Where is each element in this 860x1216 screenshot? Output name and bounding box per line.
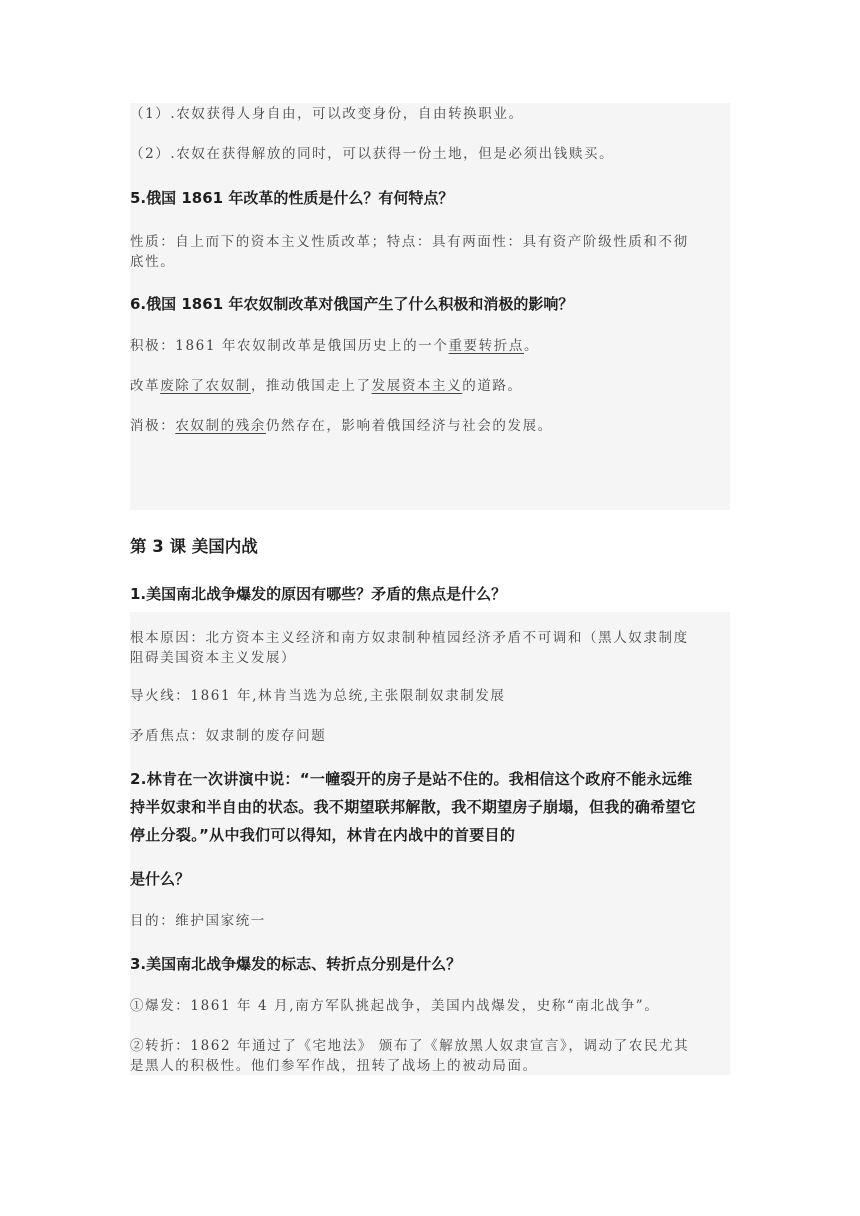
- reform-underlined-2: 发展资本主义: [371, 378, 463, 394]
- outbreak-text: ①爆发：1861 年 4 月,南方军队挑起战争，美国内战爆发，史称“南北战争”。: [130, 998, 660, 1014]
- reform-suffix: 的道路。: [462, 378, 523, 394]
- negative-prefix: 消极：: [130, 418, 176, 434]
- turning-point-line-1: ②转折：1862 年通过了《宅地法》 颁布了《解放黑人奴隶宣言》，调动了农民尤其: [130, 1038, 690, 1054]
- question-6-positive: [130, 336, 730, 356]
- reform-underlined-1: 废除了农奴制: [160, 378, 251, 394]
- conflict-focus-text: 矛盾焦点：奴隶制的废存问题: [130, 728, 327, 744]
- lesson-3-question-2-answer: 目的：维护国家统一: [130, 913, 266, 929]
- serf-point-2: （2）.农奴在获得解放的同时，可以获得一份土地，但是必须出钱赎买。: [130, 146, 615, 162]
- lesson-3-question-2-line-1: 2.林肯在一次讲演中说：“一幢裂开的房子是站不住的。我相信这个政府不能永远维: [130, 770, 693, 788]
- negative-underlined: 农奴制的残余: [175, 418, 266, 434]
- reform-middle: ，推动俄国走上了: [250, 378, 372, 394]
- question-5-answer-line-2: 底性。: [130, 254, 176, 270]
- question-5-answer-line-1: 性质：自上而下的资本主义性质改革；特点：具有两面性：具有资产阶级性质和不彻: [130, 234, 689, 250]
- lesson-3-question-2-line-3: 停止分裂。”从中我们可以得知，林肯在内战中的首要目的: [130, 826, 516, 844]
- lesson-3-question-1-heading: 1.美国南北战争爆发的原因有哪些？矛盾的焦点是什么？: [130, 585, 507, 603]
- lesson-3-question-2-line-4: 是什么？: [130, 870, 191, 888]
- lesson-3-question-3-heading: 3.美国南北战争爆发的标志、转折点分别是什么？: [130, 955, 462, 973]
- lesson-3-title: 第 3 课 美国内战: [130, 537, 258, 556]
- root-cause-line-1: 根本原因：北方资本主义经济和南方奴隶制种植园经济矛盾不可调和（黑人奴隶制度: [130, 630, 689, 646]
- reform-prefix: 改革: [130, 378, 161, 394]
- root-cause-line-2: 阻碍美国资本主义发展）: [130, 650, 297, 666]
- positive-underlined: 重要转折点: [448, 338, 524, 354]
- question-6-heading: 6.俄国 1861 年农奴制改革对俄国产生了什么积极和消极的影响？: [130, 295, 574, 313]
- question-6-reform: [130, 376, 730, 396]
- negative-suffix: 仍然存在，影响着俄国经济与社会的发展。: [265, 418, 553, 434]
- positive-prefix: 积极：1861 年农奴制改革是俄国历史上的一个: [130, 338, 449, 354]
- serf-point-1: （1）.农奴获得人身自由，可以改变身份，自由转换职业。: [130, 106, 524, 122]
- question-6-negative: [130, 416, 730, 436]
- lesson-3-question-2-line-2: 持半奴隶和半自由的状态。我不期望联邦解散，我不期望房子崩塌，但我的确希望它: [130, 798, 697, 816]
- trigger-text: 导火线：1861 年,林肯当选为总统,主张限制奴隶制发展: [130, 688, 506, 704]
- question-5-heading: 5.俄国 1861 年改革的性质是什么？有何特点？: [130, 189, 454, 207]
- turning-point-line-2: 是黑人的积极性。他们参军作战，扭转了战场上的被动局面。: [130, 1058, 538, 1074]
- positive-suffix: 。: [523, 338, 540, 354]
